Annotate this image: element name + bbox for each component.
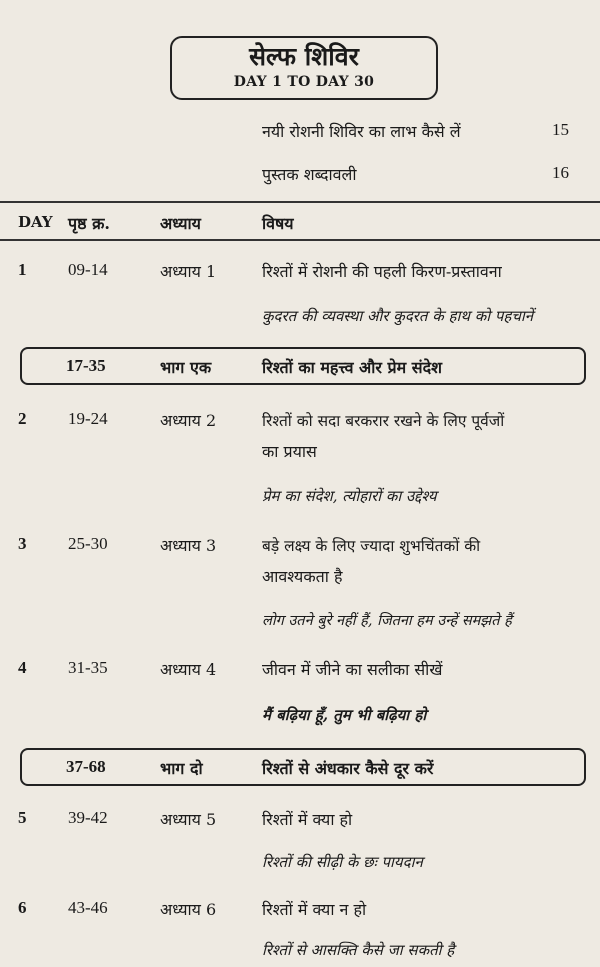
part-label: भाग दो bbox=[160, 759, 203, 778]
row-note: रिश्तों से आसक्ति कैसे जा सकती है bbox=[262, 941, 455, 959]
row-day: 5 bbox=[18, 808, 27, 827]
part-label: भाग एक bbox=[160, 358, 212, 377]
column-header-subject: विषय bbox=[262, 214, 294, 233]
page-title: सेल्फ शिविर bbox=[249, 42, 359, 71]
part-box bbox=[20, 748, 586, 786]
row-pages: 31-35 bbox=[68, 658, 108, 677]
row-pages: 25-30 bbox=[68, 534, 108, 553]
row-day: 6 bbox=[18, 898, 27, 917]
row-pages: 19-24 bbox=[68, 409, 108, 428]
row-note: रिश्तों की सीढ़ी के छः पायदान bbox=[262, 853, 423, 871]
row-chapter: अध्याय 1 bbox=[160, 262, 217, 281]
part-pages: 37-68 bbox=[66, 757, 106, 776]
row-subject: रिश्तों को सदा बरकरार रखने के लिए पूर्वजों bbox=[262, 412, 505, 430]
row-day: 4 bbox=[18, 658, 27, 677]
row-pages: 43-46 bbox=[68, 898, 108, 917]
row-subject: बड़े लक्ष्य के लिए ज्यादा शुभचिंतकों की bbox=[262, 537, 481, 555]
row-day: 3 bbox=[18, 534, 27, 553]
row-chapter: अध्याय 4 bbox=[160, 660, 217, 679]
row-day: 2 bbox=[18, 409, 27, 428]
row-day: 1 bbox=[18, 260, 27, 279]
column-header-chapter: अध्याय bbox=[160, 214, 201, 233]
row-subject: आवश्यकता है bbox=[262, 567, 343, 586]
pre-item-page: 15 bbox=[552, 120, 569, 139]
row-pages: 09-14 bbox=[68, 260, 108, 279]
pre-item-text: नयी रोशनी शिविर का लाभ कैसे लें bbox=[262, 122, 461, 141]
part-pages: 17-35 bbox=[66, 356, 106, 375]
row-subject: रिश्तों में क्या हो bbox=[262, 810, 353, 829]
row-chapter: अध्याय 3 bbox=[160, 536, 217, 555]
row-subject: जीवन में जीने का सलीका सीखें bbox=[262, 660, 443, 679]
row-note: मैं बढ़िया हूँ, तुम भी बढ़िया हो bbox=[262, 706, 427, 724]
column-header-day: DAY bbox=[18, 213, 53, 231]
row-subject: रिश्तों में क्या न हो bbox=[262, 900, 367, 919]
row-note: लोग उतने बुरे नहीं हैं, जितना हम उन्हें समझते हैं bbox=[262, 613, 512, 629]
page-subtitle: DAY 1 TO DAY 30 bbox=[233, 74, 375, 90]
row-chapter: अध्याय 2 bbox=[160, 411, 217, 430]
header-rule bbox=[0, 239, 600, 241]
header-rule bbox=[0, 201, 600, 203]
row-subject: रिश्तों में रोशनी की पहली किरण-प्रस्तावना bbox=[262, 262, 502, 281]
pre-item-page: 16 bbox=[552, 163, 569, 182]
part-box bbox=[20, 347, 586, 385]
row-note: प्रेम का संदेश, त्योहारों का उद्देश्य bbox=[262, 487, 437, 505]
part-title: रिश्तों से अंधकार कैसे दूर करें bbox=[262, 759, 434, 778]
row-chapter: अध्याय 5 bbox=[160, 810, 217, 829]
pre-item-text: पुस्तक शब्दावली bbox=[262, 165, 357, 184]
row-pages: 39-42 bbox=[68, 808, 108, 827]
row-note: कुदरत की व्यवस्था और कुदरत के हाथ को पहचानें bbox=[262, 307, 534, 325]
title-box bbox=[170, 36, 438, 100]
row-subject: का प्रयास bbox=[262, 442, 317, 461]
part-title: रिश्तों का महत्त्व और प्रेम संदेश bbox=[262, 358, 442, 377]
row-chapter: अध्याय 6 bbox=[160, 900, 217, 919]
column-header-pages: पृष्ठ क्र. bbox=[68, 214, 110, 233]
